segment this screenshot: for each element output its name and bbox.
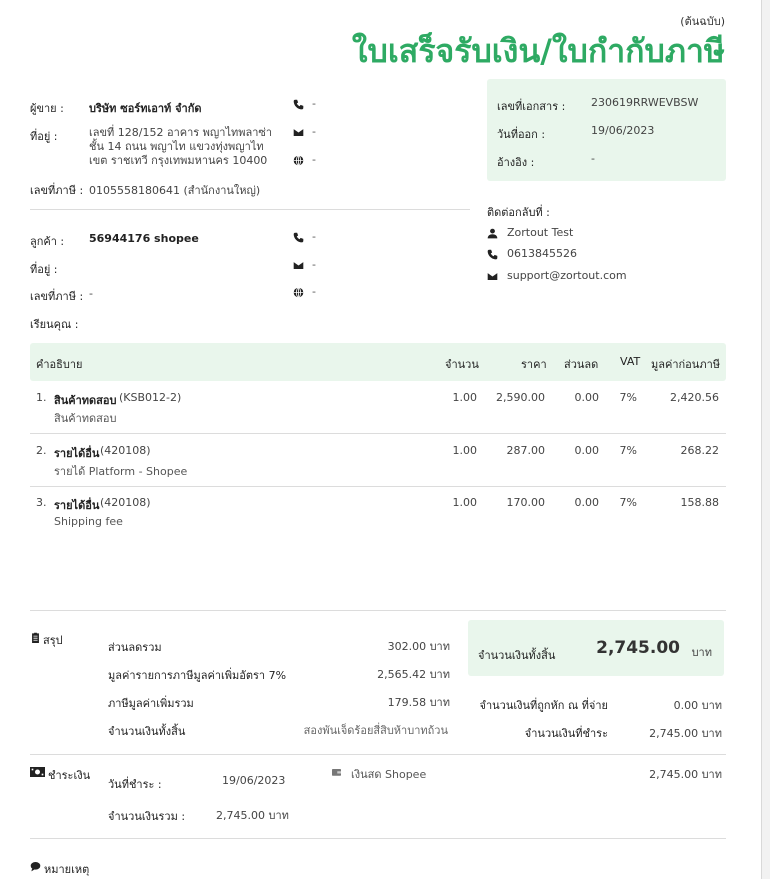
withheld-value: 0.00 บาท — [673, 699, 722, 712]
customer-address-label: ที่อยู่ : — [30, 263, 58, 276]
item-qty: 1.00 — [452, 444, 477, 457]
contact-title: ติดต่อกลับที่ : — [487, 206, 550, 219]
seller-divider — [30, 209, 470, 210]
customer-name: 56944176 shopee — [89, 232, 199, 245]
col-quantity: จำนวน — [445, 358, 479, 371]
seller-address-label: ที่อยู่ : — [30, 130, 58, 143]
item-detail: รายได้ Platform - Shopee — [54, 465, 188, 478]
item-discount: 0.00 — [574, 444, 599, 457]
grand-total-label: จำนวนเงินทั้งสิ้น — [478, 649, 556, 662]
item-code: (420108) — [100, 496, 151, 509]
col-pretax: มูลค่าก่อนภาษี — [651, 358, 720, 371]
envelope-icon — [487, 271, 498, 282]
envelope-icon — [293, 260, 304, 271]
phone-icon — [487, 249, 498, 260]
payment-method-amount: 2,745.00 บาท — [649, 768, 722, 781]
item-price: 170.00 — [506, 496, 545, 509]
vat-total-value: 179.58 บาท — [387, 696, 450, 709]
item-detail: สินค้าทดสอบ — [54, 412, 117, 425]
page-edge — [762, 0, 770, 879]
seller-email: - — [312, 125, 316, 138]
payment-section-label: ชำระเงิน — [48, 769, 91, 782]
date-label: วันที่ออก : — [497, 128, 546, 141]
notes-section-label: หมายเหตุ — [44, 863, 90, 876]
seller-address: เลขที่ 128/152 อาคาร พญาไทพลาซ่า ชั้น 14 ถนน พญาไท แขวงทุ่งพญาไท เขต ราชเทวี กรุงเทพมหานคร 10400 — [89, 126, 273, 167]
item-vat: 7% — [619, 496, 637, 509]
item-vat: 7% — [619, 391, 637, 404]
seller-phone: - — [312, 97, 316, 110]
summary-divider — [30, 610, 726, 611]
wallet-icon — [332, 768, 341, 776]
col-vat: VAT — [620, 355, 641, 368]
payment-amount: 2,745.00 บาท — [216, 809, 289, 822]
docno-label: เลขที่เอกสาร : — [497, 100, 566, 113]
payment-divider — [30, 754, 726, 755]
row-number: 3. — [36, 496, 47, 509]
customer-phone: - — [312, 230, 316, 243]
notes-divider — [30, 838, 726, 839]
globe-icon — [293, 155, 304, 166]
payable-value: 2,745.00 บาท — [649, 727, 722, 740]
grand-total-value: 2,745.00 — [596, 638, 680, 658]
row-divider — [30, 433, 726, 434]
contact-phone: 0613845526 — [507, 247, 577, 260]
ref-value: - — [591, 152, 595, 165]
payment-method: เงินสด Shopee — [351, 768, 427, 781]
envelope-icon — [293, 127, 304, 138]
payment-amount-label: จำนวนเงินรวม : — [108, 810, 186, 823]
customer-web: - — [312, 285, 316, 298]
discount-total-value: 302.00 บาท — [387, 640, 450, 653]
phone-icon — [293, 232, 304, 243]
globe-icon — [293, 287, 304, 298]
item-code: (KSB012-2) — [119, 391, 182, 404]
phone-icon — [293, 99, 304, 110]
discount-total-label: ส่วนลดรวม — [108, 641, 162, 654]
seller-taxid: 0105558180641 (สำนักงานใหญ่) — [89, 184, 261, 197]
customer-email: - — [312, 258, 316, 271]
item-discount: 0.00 — [574, 496, 599, 509]
item-code: (420108) — [100, 444, 151, 457]
col-description: คำอธิบาย — [36, 358, 83, 371]
payment-date-label: วันที่ชำระ : — [108, 778, 162, 791]
item-price: 2,590.00 — [496, 391, 545, 404]
item-pretax: 2,420.56 — [670, 391, 719, 404]
contact-name: Zortout Test — [507, 226, 574, 239]
summary-section-label: สรุป — [43, 634, 63, 647]
withheld-label: จำนวนเงินที่ถูกหัก ณ ที่จ่าย — [479, 699, 608, 712]
item-pretax: 268.22 — [680, 444, 719, 457]
item-pretax: 158.88 — [680, 496, 719, 509]
customer-attention-label: เรียนคุณ : — [30, 318, 79, 331]
seller-label: ผู้ขาย : — [30, 102, 64, 115]
item-price: 287.00 — [506, 444, 545, 457]
document-title: ใบเสร็จรับเงิน/ใบกำกับภาษี — [351, 32, 725, 70]
item-name: รายได้อื่น — [54, 499, 100, 512]
total-label: จำนวนเงินทั้งสิ้น — [108, 725, 186, 738]
item-detail: Shipping fee — [54, 515, 123, 528]
item-name: สินค้าทดสอบ — [54, 394, 117, 407]
col-price: ราคา — [521, 358, 547, 371]
date-value: 19/06/2023 — [591, 124, 655, 137]
grand-total-unit: บาท — [691, 646, 712, 659]
item-qty: 1.00 — [452, 496, 477, 509]
customer-taxid-label: เลขที่ภาษี : — [30, 290, 84, 303]
seller-web: - — [312, 153, 316, 166]
ref-label: อ้างอิง : — [497, 156, 535, 169]
payment-date: 19/06/2023 — [222, 774, 286, 787]
row-divider — [30, 486, 726, 487]
row-number: 1. — [36, 391, 47, 404]
taxable-value: 2,565.42 บาท — [377, 668, 450, 681]
money-icon — [30, 767, 45, 777]
copy-label: (ต้นฉบับ) — [680, 15, 725, 28]
item-qty: 1.00 — [452, 391, 477, 404]
row-number: 2. — [36, 444, 47, 457]
item-name: รายได้อื่น — [54, 447, 100, 460]
col-discount: ส่วนลด — [564, 358, 599, 371]
contact-email: support@zortout.com — [507, 269, 627, 282]
user-icon — [487, 228, 498, 239]
customer-taxid: - — [89, 287, 93, 300]
comment-icon — [30, 861, 41, 872]
docno-value: 230619RRWEVBSW — [591, 96, 699, 109]
seller-taxid-label: เลขที่ภาษี : — [30, 184, 84, 197]
customer-label: ลูกค้า : — [30, 235, 65, 248]
taxable-label: มูลค่ารายการภาษีมูลค่าเพิ่มอัตรา 7% — [108, 669, 287, 682]
seller-name: บริษัท ซอร์ทเอาท์ จำกัด — [89, 102, 202, 115]
clipboard-icon — [30, 632, 41, 643]
vat-total-label: ภาษีมูลค่าเพิ่มรวม — [108, 697, 194, 710]
item-discount: 0.00 — [574, 391, 599, 404]
payable-label: จำนวนเงินที่ชำระ — [524, 727, 608, 740]
item-vat: 7% — [619, 444, 637, 457]
total-in-words: สองพันเจ็ดร้อยสี่สิบห้าบาทถ้วน — [303, 724, 448, 737]
